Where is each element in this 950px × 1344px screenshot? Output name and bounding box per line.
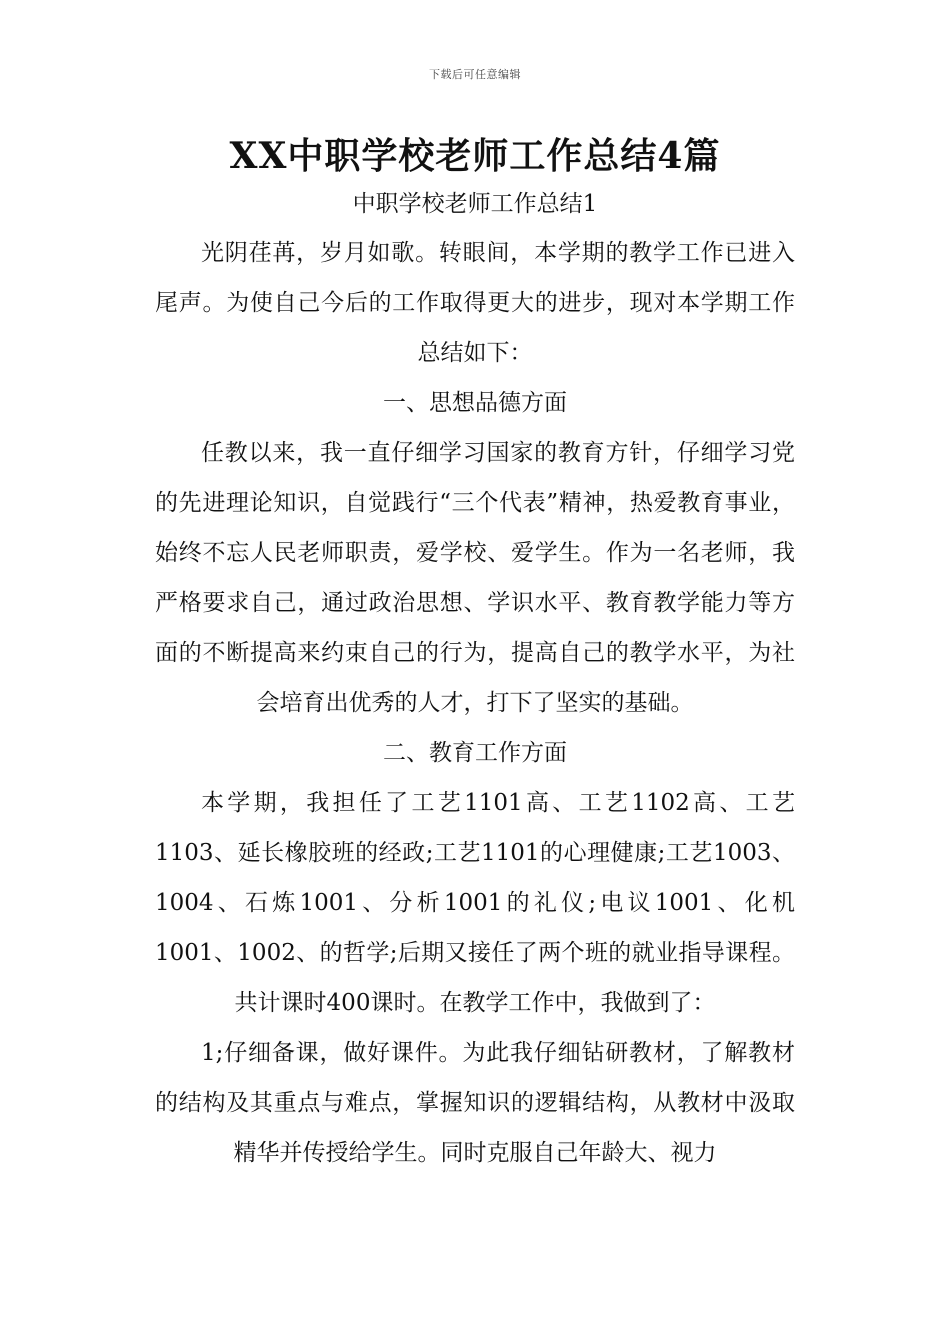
paragraph-intro: 光阴荏苒，岁月如歌。转眼间，本学期的教学工作已进入尾声。为使自己今后的工作取得更大的进步，现对本学期工作总结如下： <box>155 240 795 366</box>
document-title: XX中职学校老师工作总结4篇 <box>229 135 721 177</box>
section-heading-teaching: 二、教育工作方面 <box>383 740 567 766</box>
section-heading-ideology: 一、思想品德方面 <box>383 390 567 416</box>
header-note: 下载后可任意编辑 <box>429 68 521 81</box>
paragraph-lesson-prep: 1;仔细备课，做好课件。为此我仔细钻研教材，了解教材的结构及其重点与难点，掌握知识的逻辑结构，从教材中汲取精华并传授给学生。同时克服自己年龄大、视力 <box>155 1040 795 1166</box>
paragraph-teaching: 本学期，我担任了工艺1101高、工艺1102高、工艺1103、延长橡胶班的经政;工艺1101的心理健康;工艺1003、1004、石炼1001、分析1001的礼仪;电议1001、化机1001、1002、的哲学;后期又接任了两个班的就业指导课程。共计课时400课时。在教学工作中，我做到了： <box>155 790 795 1016</box>
document-subtitle: 中职学校老师工作总结1 <box>352 191 598 217</box>
paragraph-ideology: 任教以来，我一直仔细学习国家的教育方针，仔细学习党的先进理论知识，自觉践行“三个代表”精神，热爱教育事业，始终不忘人民老师职责，爱学校、爱学生。作为一名老师，我严格要求自己，通过政治思想、学识水平、教育教学能力等方面的不断提高来约束自己的行为，提高自己的教学水平，为社会培育出优秀的人才，打下了坚实的基础。 <box>155 440 795 716</box>
document-body <box>155 228 795 1178</box>
